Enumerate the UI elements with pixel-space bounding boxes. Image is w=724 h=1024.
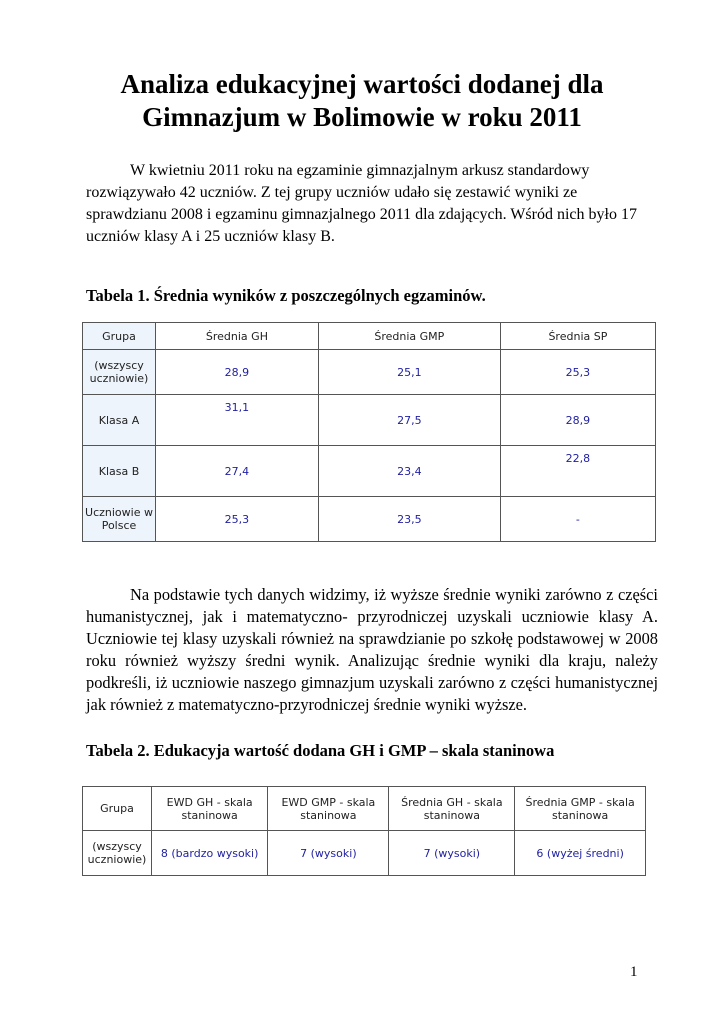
table-cell: 23,4 [318,446,500,497]
table-header-cell: Średnia GMP [318,323,500,350]
table-cell: - [500,497,655,542]
table-header-row [83,323,656,350]
table-header-cell: EWD GMP - skala staninowa [268,787,389,831]
table-cell: 23,5 [318,497,500,542]
table-cell: 7 (wysoki) [268,831,389,876]
table-row [83,395,656,446]
table-cell: 25,3 [156,497,319,542]
table-header-cell: Grupa [83,323,156,350]
table-row-label: Uczniowie w Polsce [83,497,156,542]
table-header-cell: Średnia SP [500,323,655,350]
table-header-cell: Grupa [83,787,152,831]
table-header-cell: Średnia GMP - skala staninowa [515,787,646,831]
document-title: Analiza edukacyjnej wartości dodanej dla Gimnazjum w Bolimowie w roku 2011 [120,69,604,132]
table-cell: 27,5 [318,395,500,446]
table-header-cell: EWD GH - skala staninowa [152,787,268,831]
table-cell: 27,4 [156,446,319,497]
table-cell: 7 (wysoki) [389,831,515,876]
table-cell: 28,9 [156,350,319,395]
table-row [83,446,656,497]
table-cell: 25,1 [318,350,500,395]
table2-caption: Tabela 2. Edukacyja wartość dodana GH i GMP – skala staninowa [86,741,555,760]
table-cell: 22,8 [500,446,655,497]
table-cell: 28,9 [500,395,655,446]
table-row [83,831,646,876]
table-cell: 8 (bardzo wysoki) [152,831,268,876]
table1-caption: Tabela 1. Średnia wyników z poszczególnych egzaminów. [86,286,486,305]
analysis-paragraph: Na podstawie tych danych widzimy, iż wyższe średnie wyniki zarówno z części humanistycznej, jak i matematyczno- przyrodniczej uzyskali uczniowie klasy A. Uczniowie tej klasy uzyskali również na sprawdzianie po szkołę podstawowej w 2008 roku również wyższy średni wynik. Analizując średnie wyniki dla kraju, należy podkreśli, iż uczniowie naszego gimnazjum uzyskali zarówno z części humanistycznej jak również z matematyczno-przyrodniczej średnie wyniki wyższe. [86,585,658,714]
table1-exam-averages [82,322,656,542]
page-number: 1 [630,964,638,980]
table-row [83,350,656,395]
table-header-cell: Średnia GH [156,323,319,350]
table-header-row [83,787,646,831]
table-row-label: Klasa B [83,446,156,497]
table-cell: 6 (wyżej średni) [515,831,646,876]
table-row-label: (wszyscy uczniowie) [83,831,152,876]
table-header-cell: Średnia GH - skala staninowa [389,787,515,831]
table2-value-added [82,786,646,876]
table-cell: 25,3 [500,350,655,395]
table-row [83,497,656,542]
table-row-label: (wszyscy uczniowie) [83,350,156,395]
table-row-label: Klasa A [83,395,156,446]
table-cell: 31,1 [156,395,319,446]
intro-paragraph: W kwietniu 2011 roku na egzaminie gimnazjalnym arkusz standardowy rozwiązywało 42 uczniów. Z tej grupy uczniów udało się zestawić wyniki ze sprawdzianu 2008 i egzaminu gimnazjalnego 2011 dla zdających. Wśród nich było 17 uczniów klasy A i 25 uczniów klasy B. [86,162,637,245]
